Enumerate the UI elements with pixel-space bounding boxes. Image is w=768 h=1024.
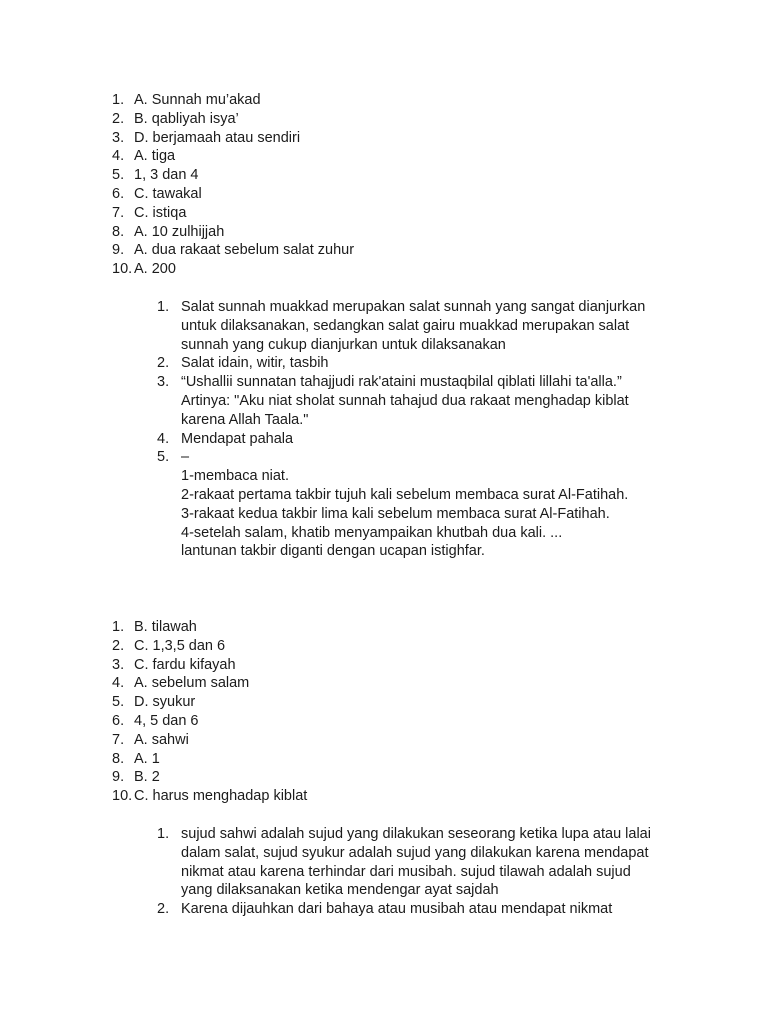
list-item (112, 129, 592, 148)
item-number: 1. (157, 826, 170, 842)
item-text: C. 1,3,5 dan 6 (134, 637, 226, 654)
item-number: 4. (112, 148, 125, 165)
item-number: 3. (112, 129, 125, 146)
item-number: 3. (112, 656, 125, 673)
item-number: 10. (112, 261, 133, 278)
item-number: 2. (112, 110, 125, 127)
item-text: Mendapat pahala (181, 430, 294, 447)
item-text: B. qabliyah isya’ (134, 110, 239, 127)
item-number: 10. (112, 788, 133, 805)
item-number: 2. (157, 901, 170, 918)
list-item (157, 900, 657, 919)
item-text: A. dua rakaat sebelum salat zuhur (134, 242, 355, 259)
item-text: 4, 5 dan 6 (134, 712, 199, 729)
answer-list-multiple-choice-2 (112, 618, 592, 806)
list-item (112, 185, 592, 204)
item-text: 1, 3 dan 4 (134, 167, 199, 184)
list-item (112, 731, 592, 750)
list-item (157, 354, 657, 373)
list-item (157, 298, 657, 354)
item-text: A. 1 (134, 750, 160, 767)
list-item (112, 260, 592, 279)
list-item (112, 110, 592, 129)
item-number: 4. (157, 430, 170, 447)
list-item (112, 147, 592, 166)
item-number: 5. (157, 449, 170, 466)
item-text: B. tilawah (134, 619, 197, 635)
item-number: 2. (112, 637, 125, 654)
item-text: A. Sunnah mu’akad (134, 92, 261, 108)
list-item (112, 204, 592, 223)
item-text: sujud sahwi adalah sujud yang dilakukan seseorang ketika lupa atau lalai dalam salat, sujud syukur adalah sujud yang dilakukan karena mendapat nikmat atau karena terhindar dari musibah. sujud tilawah adalah sujud yang dilaksanakan ketika mendengar ayat sajdah (181, 826, 655, 899)
answer-list-essay-1 (157, 298, 657, 561)
list-item (112, 241, 592, 260)
list-item (112, 656, 592, 675)
list-item (112, 637, 592, 656)
item-text: – 1-membaca niat. 2-rakaat pertama takbir tujuh kali sebelum membaca surat Al-Fatihah. 3-rakaat kedua takbir lima kali sebelum membaca surat Al-Fatihah. 4-setelah salam, khatib menyampaikan khutbah dua kali. ... lantunan takbir diganti dengan ucapan istighfar. (181, 449, 629, 560)
item-number: 8. (112, 223, 125, 240)
answer-list-essay-2 (157, 825, 657, 919)
item-number: 7. (112, 731, 125, 748)
item-text: Salat idain, witir, tasbih (181, 355, 329, 372)
list-item (157, 825, 657, 900)
item-number: 2. (157, 355, 170, 372)
item-number: 9. (112, 769, 125, 786)
list-item (157, 373, 657, 429)
list-item (112, 787, 592, 806)
item-text: Salat sunnah muakkad merupakan salat sunnah yang sangat dianjurkan untuk dilaksanakan, sedangkan salat gairu muakkad merupakan salat sunnah yang cukup dianjurkan untuk dilaksanakan (181, 299, 650, 353)
item-number: 9. (112, 242, 125, 259)
list-item (112, 223, 592, 242)
item-number: 1. (157, 299, 170, 315)
item-text: “Ushallii sunnatan tahajjudi rak'ataini mustaqbilal qiblati lillahi ta'alla.” Artinya: "Aku niat sholat sunnah tahajud dua rakaat menghadap kiblat karena Allah Taala." (181, 374, 633, 428)
item-text: D. berjamaah atau sendiri (134, 129, 301, 146)
list-item (112, 674, 592, 693)
item-number: 4. (112, 675, 125, 692)
item-text: C. tawakal (134, 185, 202, 202)
item-text: A. tiga (134, 148, 176, 165)
item-text: B. 2 (134, 769, 160, 786)
item-number: 7. (112, 204, 125, 221)
list-item (157, 430, 657, 449)
list-item (112, 768, 592, 787)
item-text: C. istiqa (134, 204, 187, 221)
item-text: A. sahwi (134, 731, 189, 748)
list-item (112, 166, 592, 185)
item-number: 5. (112, 694, 125, 711)
item-number: 1. (112, 92, 125, 108)
item-text: C. fardu kifayah (134, 656, 236, 673)
list-item (112, 712, 592, 731)
item-text: A. sebelum salam (134, 675, 250, 692)
item-text: A. 10 zulhijjah (134, 223, 225, 240)
item-number: 3. (157, 374, 170, 391)
list-item (112, 91, 592, 110)
item-number: 8. (112, 750, 125, 767)
list-item (112, 618, 592, 637)
item-number: 6. (112, 185, 125, 202)
item-text: A. 200 (134, 261, 176, 278)
list-item (157, 448, 657, 561)
list-item (112, 693, 592, 712)
item-text: D. syukur (134, 694, 196, 711)
item-text: C. harus menghadap kiblat (134, 788, 308, 805)
item-text: Karena dijauhkan dari bahaya atau musibah atau mendapat nikmat (181, 901, 613, 918)
item-number: 5. (112, 167, 125, 184)
item-number: 6. (112, 712, 125, 729)
list-item (112, 750, 592, 769)
item-number: 1. (112, 619, 125, 635)
answer-list-multiple-choice-1 (112, 91, 592, 279)
